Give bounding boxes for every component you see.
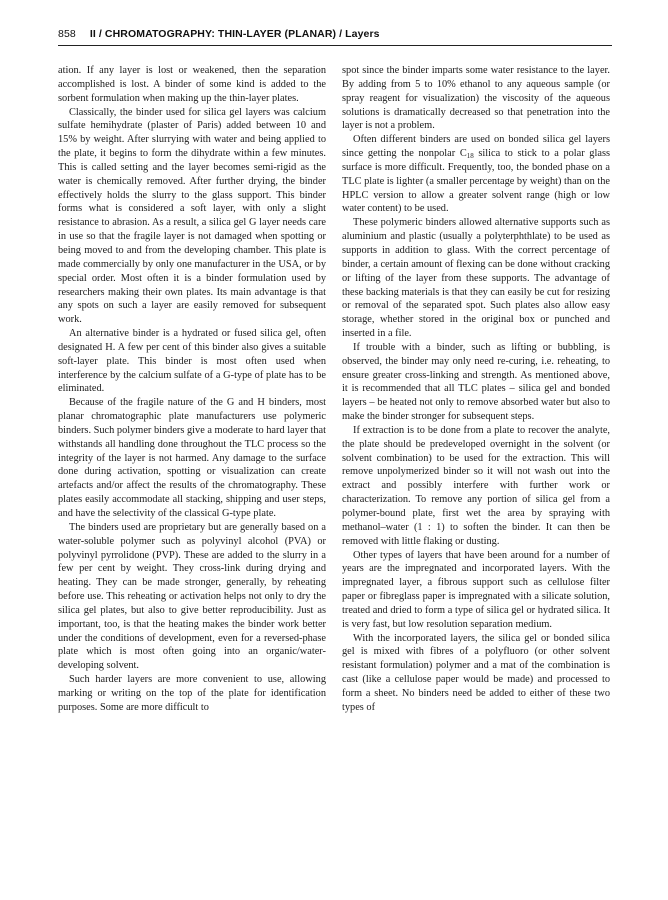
paragraph: The binders used are proprietary but are generally based on a water-soluble polymer such as polyvinyl alcohol (PVA) or polyvinyl pyrrolidone (PVP). These are added to the slurry in a few per cent by weight. They cross-link during drying and heating. They can be made stronger, generally, by reheating before use. This reheating or activation helps not only to dry the silica gel plates, but also to give better reproducibility. Just as important, too, is that the heating makes the binder work better under the conditions of development, even for a reversed-phase plate which is most often going into an organic/water-developing solvent. (58, 521, 326, 672)
page-number: 858 (58, 28, 76, 40)
paragraph: Other types of layers that have been around for a number of years are the impregnated and incorporated layers. With the impregnated layer, a fibrous support such as cellulose filter paper or fibreglass paper is impregnated with a silicate solution, treated and dried to form a type of silica gel or hydrated silica. It is very fast, but low resolution separation medium. (342, 549, 610, 630)
paragraph: ation. If any layer is lost or weakened, then the separation accomplished is lost. A binder of some kind is added to the sorbent formulation when making up the thin-layer plates. (58, 65, 326, 104)
paragraph: These polymeric binders allowed alternative supports such as aluminium and plastic (usually a polyterphthlate) to be used as supports in addition to glass. With the correct percentage of binder, a certain amount of flexing can be done without cracking or lifting of the layer from these supports. The advantage of these backing materials is that they can easily be cut for resizing or removal of the separated spot. Such plates also allow easy storage, whether stored in the original box or punched and inserted in a file. (342, 217, 610, 340)
left-column (58, 64, 326, 715)
paragraph: With the incorporated layers, the silica gel or bonded silica gel is mixed with fibres of a polyfluoro (or other solvent resistant formulation) polymer and a mat of the combination is cast (like a cellulose paper would be made) and processed to form a sheet. No binders need be added to either of these two types of (342, 632, 610, 713)
paragraph: If extraction is to be done from a plate to recover the analyte, the plate should be predeveloped overnight in the solvent (or solvent combination) to be used for the extraction. This will remove unpolymerized binder so it will not wash out into the extract and possibly interfere with further work or characterization. To remove any portion of silica gel from a polymer-bound plate, first wet the area by spraying with methanol–water (1 : 1) to soften the binder. It can then be removed with little flaking or dusting. (342, 424, 610, 547)
paragraph: Such harder layers are more convenient to use, allowing marking or writing on the top of the plate for identification purposes. Some are more difficult to (58, 674, 326, 713)
paragraph: An alternative binder is a hydrated or fused silica gel, often designated H. A few per cent of this binder also gives a suitable soft-layer plate. This binder is most often used when interference by the calcium sulfate of a G-type of plate has to be eliminated. (58, 328, 326, 395)
running-header (58, 28, 614, 40)
paragraph-text: silica to stick to a polar glass surface is more difficult. Frequently, too, the bonded phase on a TLC plate is lighter (a smaller percentage by weight) than on the HPLC version to allow a greater solvent range (high or low water content) to be used. (342, 148, 610, 215)
paragraph: Because of the fragile nature of the G and H binders, most planar chromatographic plate manufacturers use polymeric binders. Such polymer binders give a moderate to hard layer that withstands all handling done throughout the TLC process so the integrity of the layer is not harmed. Any damage to the surface done during activation, spotting or visualization can create artefacts and/or affect the results of the chromatography. These plates easily accommodate all stacking, shipping and user steps, and have the selectivity of the classical G-type plate. (58, 397, 326, 519)
paragraph-text: Often different binders are used on bonded silica gel layers since getting the nonpolar C (342, 134, 610, 160)
subscript: 18 (466, 152, 474, 161)
paragraph (342, 133, 610, 216)
running-title: II / CHROMATOGRAPHY: THIN-LAYER (PLANAR) / Layers (89, 28, 380, 40)
paragraph: If trouble with a binder, such as lifting or bubbling, is observed, the binder may only need re-curing, i.e. reheating, to ensure greater cross-linking and strength. As mentioned above, it is recommended that all TLC plates – silica gel and bonded layers – be heated not only to remove absorbed water but also to make the binder stronger for subsequent steps. (342, 341, 610, 423)
paragraph: Classically, the binder used for silica gel layers was calcium sulfate hemihydrate (plaster of Paris) added between 10 and 15% by weight. After slurrying with water and being applied to the plate, it begins to form the dihydrate within a few minutes. This is called setting and the layer becomes semi-rigid as the water is chemically removed. After further drying, the binder effectively holds the slurry to the glass support. This binder forms what is considered a soft layer, with only a slight resistance to abrasion. As a result, a silica gel G layer needs care in use so that the fragile layer is not damaged when spotting or being moved to and from the developing chamber. This plate is made commercially by only one manufacturer in the USA, or by special order. Most often it is a binder formulation used by researchers making their own plates. Its main advantage is that any spots on such a layer are easily removed for subsequent work. (58, 106, 326, 326)
paragraph: spot since the binder imparts some water resistance to the layer. By adding from 5 to 10% ethanol to any aqueous sample (or spray reagent for visualization) the viscosity of the aqueous solutions is dramatically decreased so that penetration into the layer is not a problem. (342, 65, 610, 132)
header-rule (58, 45, 612, 46)
right-column (342, 64, 610, 715)
